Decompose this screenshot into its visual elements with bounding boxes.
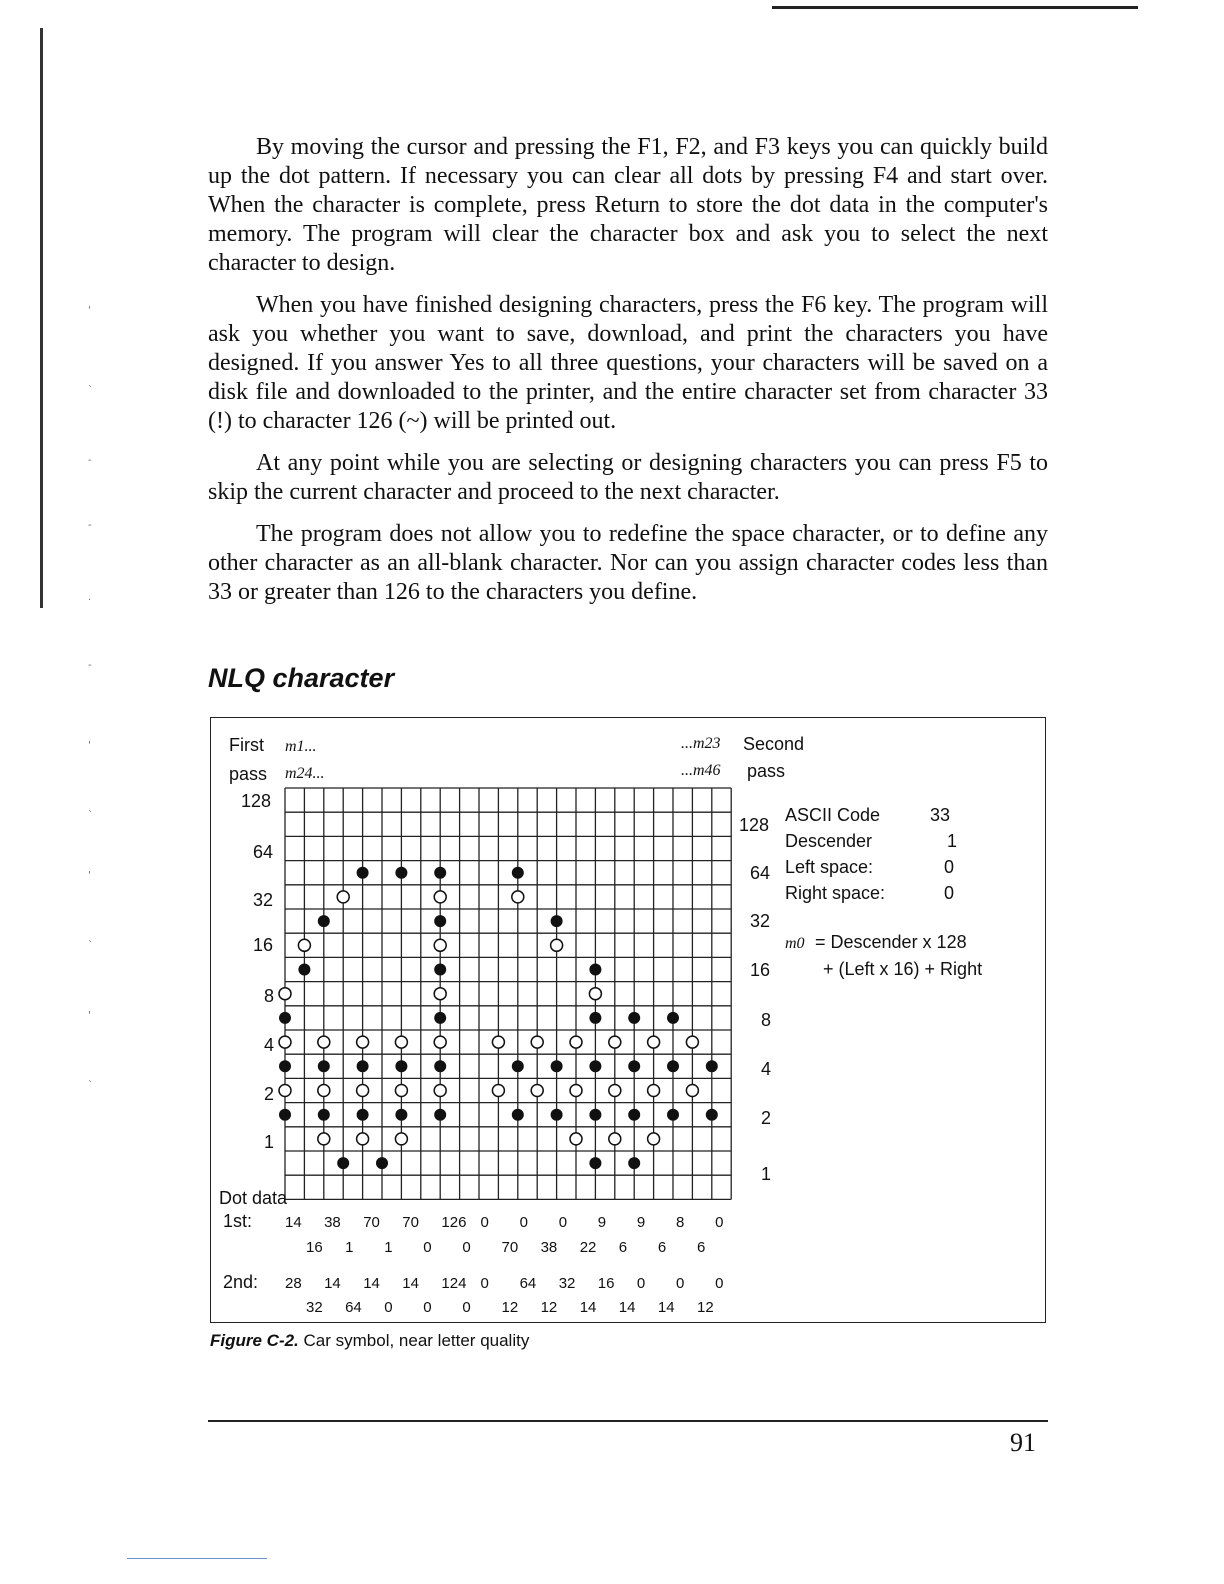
formula-var: m0 [785, 935, 805, 952]
margin-mark: - [88, 455, 92, 466]
dot-data-value: 9 [636, 1214, 646, 1231]
filled-dot [318, 915, 330, 927]
caption-text: Car symbol, near letter quality [298, 1331, 530, 1350]
dot-data-value: 0 [715, 1275, 724, 1292]
filled-dot [434, 964, 446, 976]
open-dot [434, 1085, 446, 1097]
left-scale-16: 16 [253, 935, 274, 955]
dot-data-value: 0 [480, 1275, 489, 1292]
figure-box [210, 717, 1046, 1323]
second-pass-values-a [285, 1275, 723, 1292]
dot-data-value: 38 [540, 1239, 558, 1256]
paragraph-4: The program does not allow you to redefine the space character, or to define any other character as an all-blank character. Nor can you assign character codes less than 33 or greater than 126 to the characters you define. [208, 521, 1048, 605]
dot-data-value: 0 [480, 1214, 489, 1231]
filled-dot [512, 867, 524, 879]
dot-data-value: 6 [618, 1239, 628, 1256]
dot-data-value: 28 [285, 1275, 302, 1292]
first-pass-values-a [285, 1214, 723, 1231]
filled-dot [512, 1109, 524, 1121]
filled-dot [376, 1157, 388, 1169]
filled-dot [667, 1012, 679, 1024]
figure-caption [210, 1331, 529, 1351]
margin-mark: ' [88, 870, 91, 881]
dot-data-value: 0 [676, 1275, 685, 1292]
open-dot [279, 988, 291, 1000]
left-scale-1: 1 [264, 1132, 275, 1152]
dot-grid [285, 788, 731, 1199]
filled-dot [357, 867, 369, 879]
open-dot [551, 939, 563, 951]
pass-label-left: pass [229, 764, 268, 784]
dot-data-value: 0 [519, 1214, 528, 1231]
filled-dot [434, 1012, 446, 1024]
dot-data-value: 70 [501, 1239, 519, 1256]
dot-data-value: 0 [384, 1299, 393, 1316]
dot-data-value: 14 [363, 1275, 380, 1292]
bottom-scan-line [127, 1558, 267, 1559]
margin-mark: ` [88, 940, 93, 951]
dot-data-value: 64 [345, 1299, 362, 1316]
filled-dot [337, 1157, 349, 1169]
formula-line-1: = Descender x 128 [815, 932, 967, 952]
dot-data-value: 8 [676, 1214, 685, 1231]
filled-dot [589, 964, 601, 976]
right-scale-8: 8 [761, 1010, 772, 1030]
descender-label: Descender [785, 831, 873, 851]
margin-mark: ' [88, 740, 91, 751]
footer-rule [208, 1420, 1048, 1422]
dot-data-value: 12 [501, 1299, 519, 1316]
dot-data-value: 9 [597, 1214, 607, 1231]
open-dot [492, 1036, 504, 1048]
dot-data-value: 0 [423, 1239, 432, 1256]
open-dot [318, 1085, 330, 1097]
filled-dot [357, 1060, 369, 1072]
left-scale-8: 8 [264, 986, 275, 1006]
dot-data-label: Dot data [219, 1188, 288, 1208]
left-scale-64: 64 [253, 842, 274, 862]
first-label: First [229, 735, 264, 755]
body-text [208, 133, 1048, 620]
open-dot [434, 1036, 446, 1048]
open-dot [434, 939, 446, 951]
filled-dot [512, 1060, 524, 1072]
dot-data-value: 64 [519, 1275, 537, 1292]
top-rule [772, 6, 1138, 9]
filled-dot [434, 867, 446, 879]
open-dot [298, 939, 310, 951]
dot-data-value: 32 [558, 1275, 576, 1292]
dot-data-value: 0 [423, 1299, 432, 1316]
left-space-label: Left space: [785, 857, 874, 877]
filled-dot [298, 964, 310, 976]
dot-data-value: 14 [579, 1299, 597, 1316]
caption-label: Figure C-2. [210, 1331, 299, 1350]
margin-mark: ` [88, 385, 93, 396]
open-dot [357, 1036, 369, 1048]
right-space-label: Right space: [785, 883, 886, 903]
dot-data-value: 22 [579, 1239, 597, 1256]
right-space-value: 0 [944, 883, 955, 903]
right-scale-128: 128 [739, 815, 770, 835]
left-scale-2: 2 [264, 1084, 275, 1104]
margin-mark: - [88, 520, 92, 531]
filled-dot [706, 1060, 718, 1072]
open-dot [570, 1036, 582, 1048]
margin-mark: - [88, 660, 92, 671]
dot-data-value: 16 [597, 1275, 615, 1292]
filled-dot [279, 1109, 291, 1121]
open-dot [279, 1036, 291, 1048]
right-scale-16: 16 [750, 960, 771, 980]
formula-line-2: + (Left x 16) + Right [823, 959, 983, 979]
filled-dot [318, 1109, 330, 1121]
open-dot [686, 1085, 698, 1097]
pass-label-right: pass [747, 761, 786, 781]
dot-data-value: 70 [363, 1214, 380, 1231]
dot-data-value: 16 [306, 1239, 323, 1256]
open-dot [686, 1036, 698, 1048]
open-dot [434, 891, 446, 903]
open-dot [531, 1085, 543, 1097]
right-scale-1: 1 [761, 1164, 772, 1184]
second-row-label: 2nd: [223, 1272, 259, 1292]
filled-dot [551, 1109, 563, 1121]
filled-dot [628, 1109, 640, 1121]
open-dot [512, 891, 524, 903]
right-scale-2: 2 [761, 1108, 772, 1128]
section-title: NLQ character [208, 663, 395, 693]
filled-dot [589, 1012, 601, 1024]
open-dot [570, 1133, 582, 1145]
filled-dot [589, 1109, 601, 1121]
first-pass-values-b [306, 1239, 705, 1256]
open-dot [357, 1133, 369, 1145]
dot-data-value: 1 [384, 1239, 393, 1256]
margin-mark: · [88, 595, 92, 606]
binding-edge [40, 28, 43, 608]
open-dot [395, 1133, 407, 1145]
open-dot [318, 1036, 330, 1048]
open-dot [589, 988, 601, 1000]
second-range-end: ...m46 [681, 762, 721, 779]
open-dot [648, 1085, 660, 1097]
open-dot [609, 1085, 621, 1097]
dot-data-value: 1 [345, 1239, 354, 1256]
right-scale-4: 4 [761, 1059, 772, 1079]
open-dot [570, 1085, 582, 1097]
open-dot [609, 1133, 621, 1145]
filled-dot [628, 1157, 640, 1169]
open-dot [531, 1036, 543, 1048]
filled-dot [434, 915, 446, 927]
dot-data-value: 12 [540, 1299, 558, 1316]
paragraph-2: When you have finished designing characters, press the F6 key. The program will ask you whether you want to save, download, and print the characters you have designed. If you answer Yes to all three questions, your characters will be saved on a disk file and downloaded to the printer, and the entire character set from character 33 (!) to character 126 (~) will be printed out. [208, 292, 1048, 434]
margin-mark: ' [88, 1010, 91, 1021]
dot-matrix-figure [211, 718, 1047, 1324]
filled-dot [589, 1157, 601, 1169]
dot-data-value: 32 [306, 1299, 323, 1316]
filled-dot [551, 1060, 563, 1072]
margin-mark: ` [88, 810, 93, 821]
page-number: 91 [1010, 1428, 1036, 1457]
first-range-start: m1... [285, 738, 317, 755]
open-dot [279, 1085, 291, 1097]
dot-data-value: 14 [657, 1299, 675, 1316]
filled-dot [434, 1060, 446, 1072]
dot-data-value: 6 [657, 1239, 667, 1256]
filled-dot [667, 1060, 679, 1072]
filled-dot [706, 1109, 718, 1121]
margin-mark: ' [88, 305, 91, 316]
filled-dot [589, 1060, 601, 1072]
paragraph-1: By moving the cursor and pressing the F1, F2, and F3 keys you can quickly build up the dot pattern. If necessary you can clear all dots by pressing F4 and start over. When the character is complete, press Return to store the dot data in the computer's memory. The program will clear the character box and ask you to select the next character to design. [208, 134, 1048, 276]
open-dot [357, 1085, 369, 1097]
dot-data-value: 0 [558, 1214, 568, 1231]
filled-dot [434, 1109, 446, 1121]
open-dot [395, 1036, 407, 1048]
second-range-start: m24... [285, 765, 325, 782]
paragraph-3: At any point while you are selecting or designing characters you can press F5 to skip the current character and proceed to the next character. [208, 450, 1048, 505]
open-dot [434, 988, 446, 1000]
descender-value: 1 [947, 831, 958, 851]
open-dot [337, 891, 349, 903]
first-range-end: ...m23 [681, 735, 721, 752]
filled-dot [318, 1060, 330, 1072]
dot-data-value: 14 [285, 1214, 302, 1231]
filled-dot [395, 867, 407, 879]
dot-data-value: 70 [402, 1214, 419, 1231]
filled-dot [628, 1060, 640, 1072]
dot-data-value: 126 [441, 1214, 467, 1231]
right-scale-32: 32 [750, 911, 771, 931]
dot-data-value: 38 [324, 1214, 341, 1231]
filled-dot [357, 1109, 369, 1121]
dot-data-value: 0 [462, 1299, 471, 1316]
ascii-code-value: 33 [930, 805, 951, 825]
right-scale-64: 64 [750, 863, 771, 883]
filled-dot [628, 1012, 640, 1024]
second-label: Second [743, 734, 805, 754]
open-dot [492, 1085, 504, 1097]
margin-mark: ` [88, 1080, 93, 1091]
dot-data-value: 0 [462, 1239, 471, 1256]
left-scale-32: 32 [253, 890, 274, 910]
dot-data-value: 14 [324, 1275, 341, 1292]
open-dot [395, 1085, 407, 1097]
dot-data-value: 14 [402, 1275, 419, 1292]
second-pass-values-b [306, 1299, 714, 1316]
left-scale-128: 128 [241, 791, 272, 811]
ascii-code-label: ASCII Code [785, 805, 881, 825]
filled-dot [279, 1012, 291, 1024]
dot-data-value: 14 [618, 1299, 636, 1316]
dot-data-value: 0 [715, 1214, 724, 1231]
dot-data-value: 124 [441, 1275, 467, 1292]
open-dot [648, 1036, 660, 1048]
open-dot [318, 1133, 330, 1145]
filled-dot [667, 1109, 679, 1121]
first-row-label: 1st: [223, 1211, 253, 1231]
dot-data-value: 0 [636, 1275, 646, 1292]
left-space-value: 0 [944, 857, 955, 877]
open-dot [609, 1036, 621, 1048]
filled-dot [551, 915, 563, 927]
left-scale-4: 4 [264, 1035, 275, 1055]
filled-dot [279, 1060, 291, 1072]
dot-data-value: 12 [697, 1299, 714, 1316]
dot-data-value: 6 [697, 1239, 706, 1256]
filled-dot [395, 1109, 407, 1121]
filled-dot [395, 1060, 407, 1072]
open-dot [648, 1133, 660, 1145]
